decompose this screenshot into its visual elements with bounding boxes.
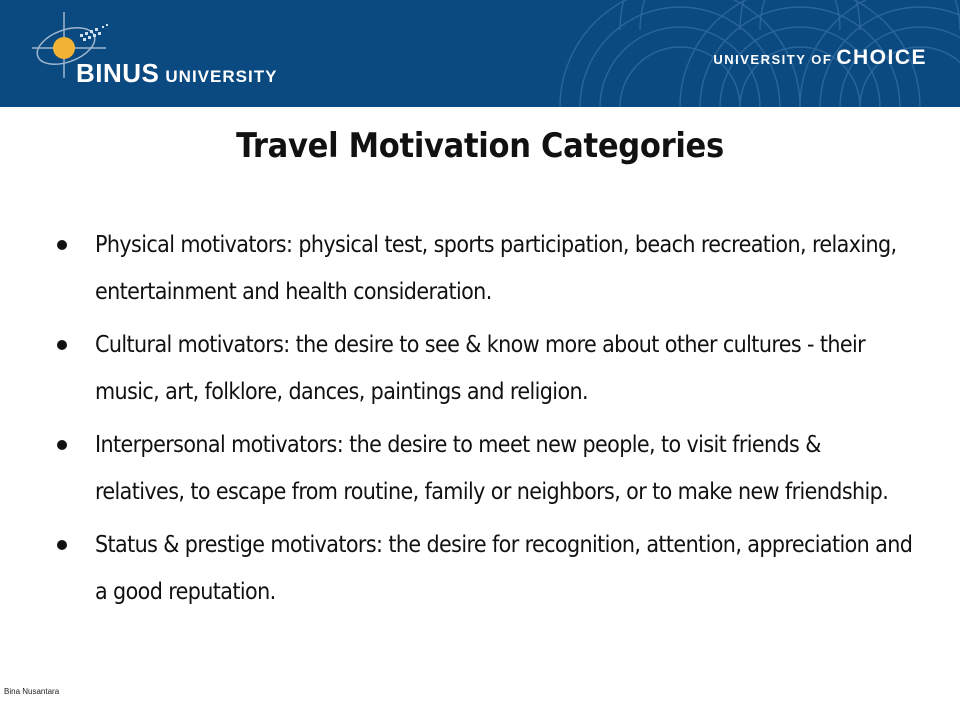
bullet-text: Cultural motivators: the desire to see & know more about other cultures - their music, art, folklore, dances, paintings and religion. (95, 332, 866, 405)
header-banner (0, 0, 960, 107)
logo-main-text: BINUS (76, 58, 160, 88)
bullet-list (55, 222, 915, 622)
footer-text: Bina Nusantara (4, 687, 60, 696)
bullet-item (55, 322, 915, 416)
bullet-item (55, 222, 915, 316)
bullet-text: Interpersonal motivators: the desire to meet new people, to visit friends & relatives, to escape from routine, family or neighbors, or to make new friendship. (95, 432, 889, 505)
tagline (713, 46, 927, 70)
slide-title: Travel Motivation Categories (236, 126, 724, 166)
bullet-dot-icon (57, 340, 67, 350)
bullet-dot-icon (57, 440, 67, 450)
bullet-text: Physical motivators: physical test, sports participation, beach recreation, relaxing, entertainment and health consideration. (95, 232, 897, 305)
bullet-item (55, 522, 915, 616)
bullet-item (55, 422, 915, 516)
bullet-dot-icon (57, 240, 67, 250)
bullet-dot-icon (57, 540, 67, 550)
logo-sub-text: UNIVERSITY (165, 67, 278, 86)
logo-wordmark (76, 58, 277, 89)
bullet-text: Status & prestige motivators: the desire for recognition, attention, appreciation and a good reputation. (95, 532, 913, 605)
tagline-small-text: UNIVERSITY OF (713, 52, 833, 67)
tagline-big-text: CHOICE (836, 46, 927, 69)
